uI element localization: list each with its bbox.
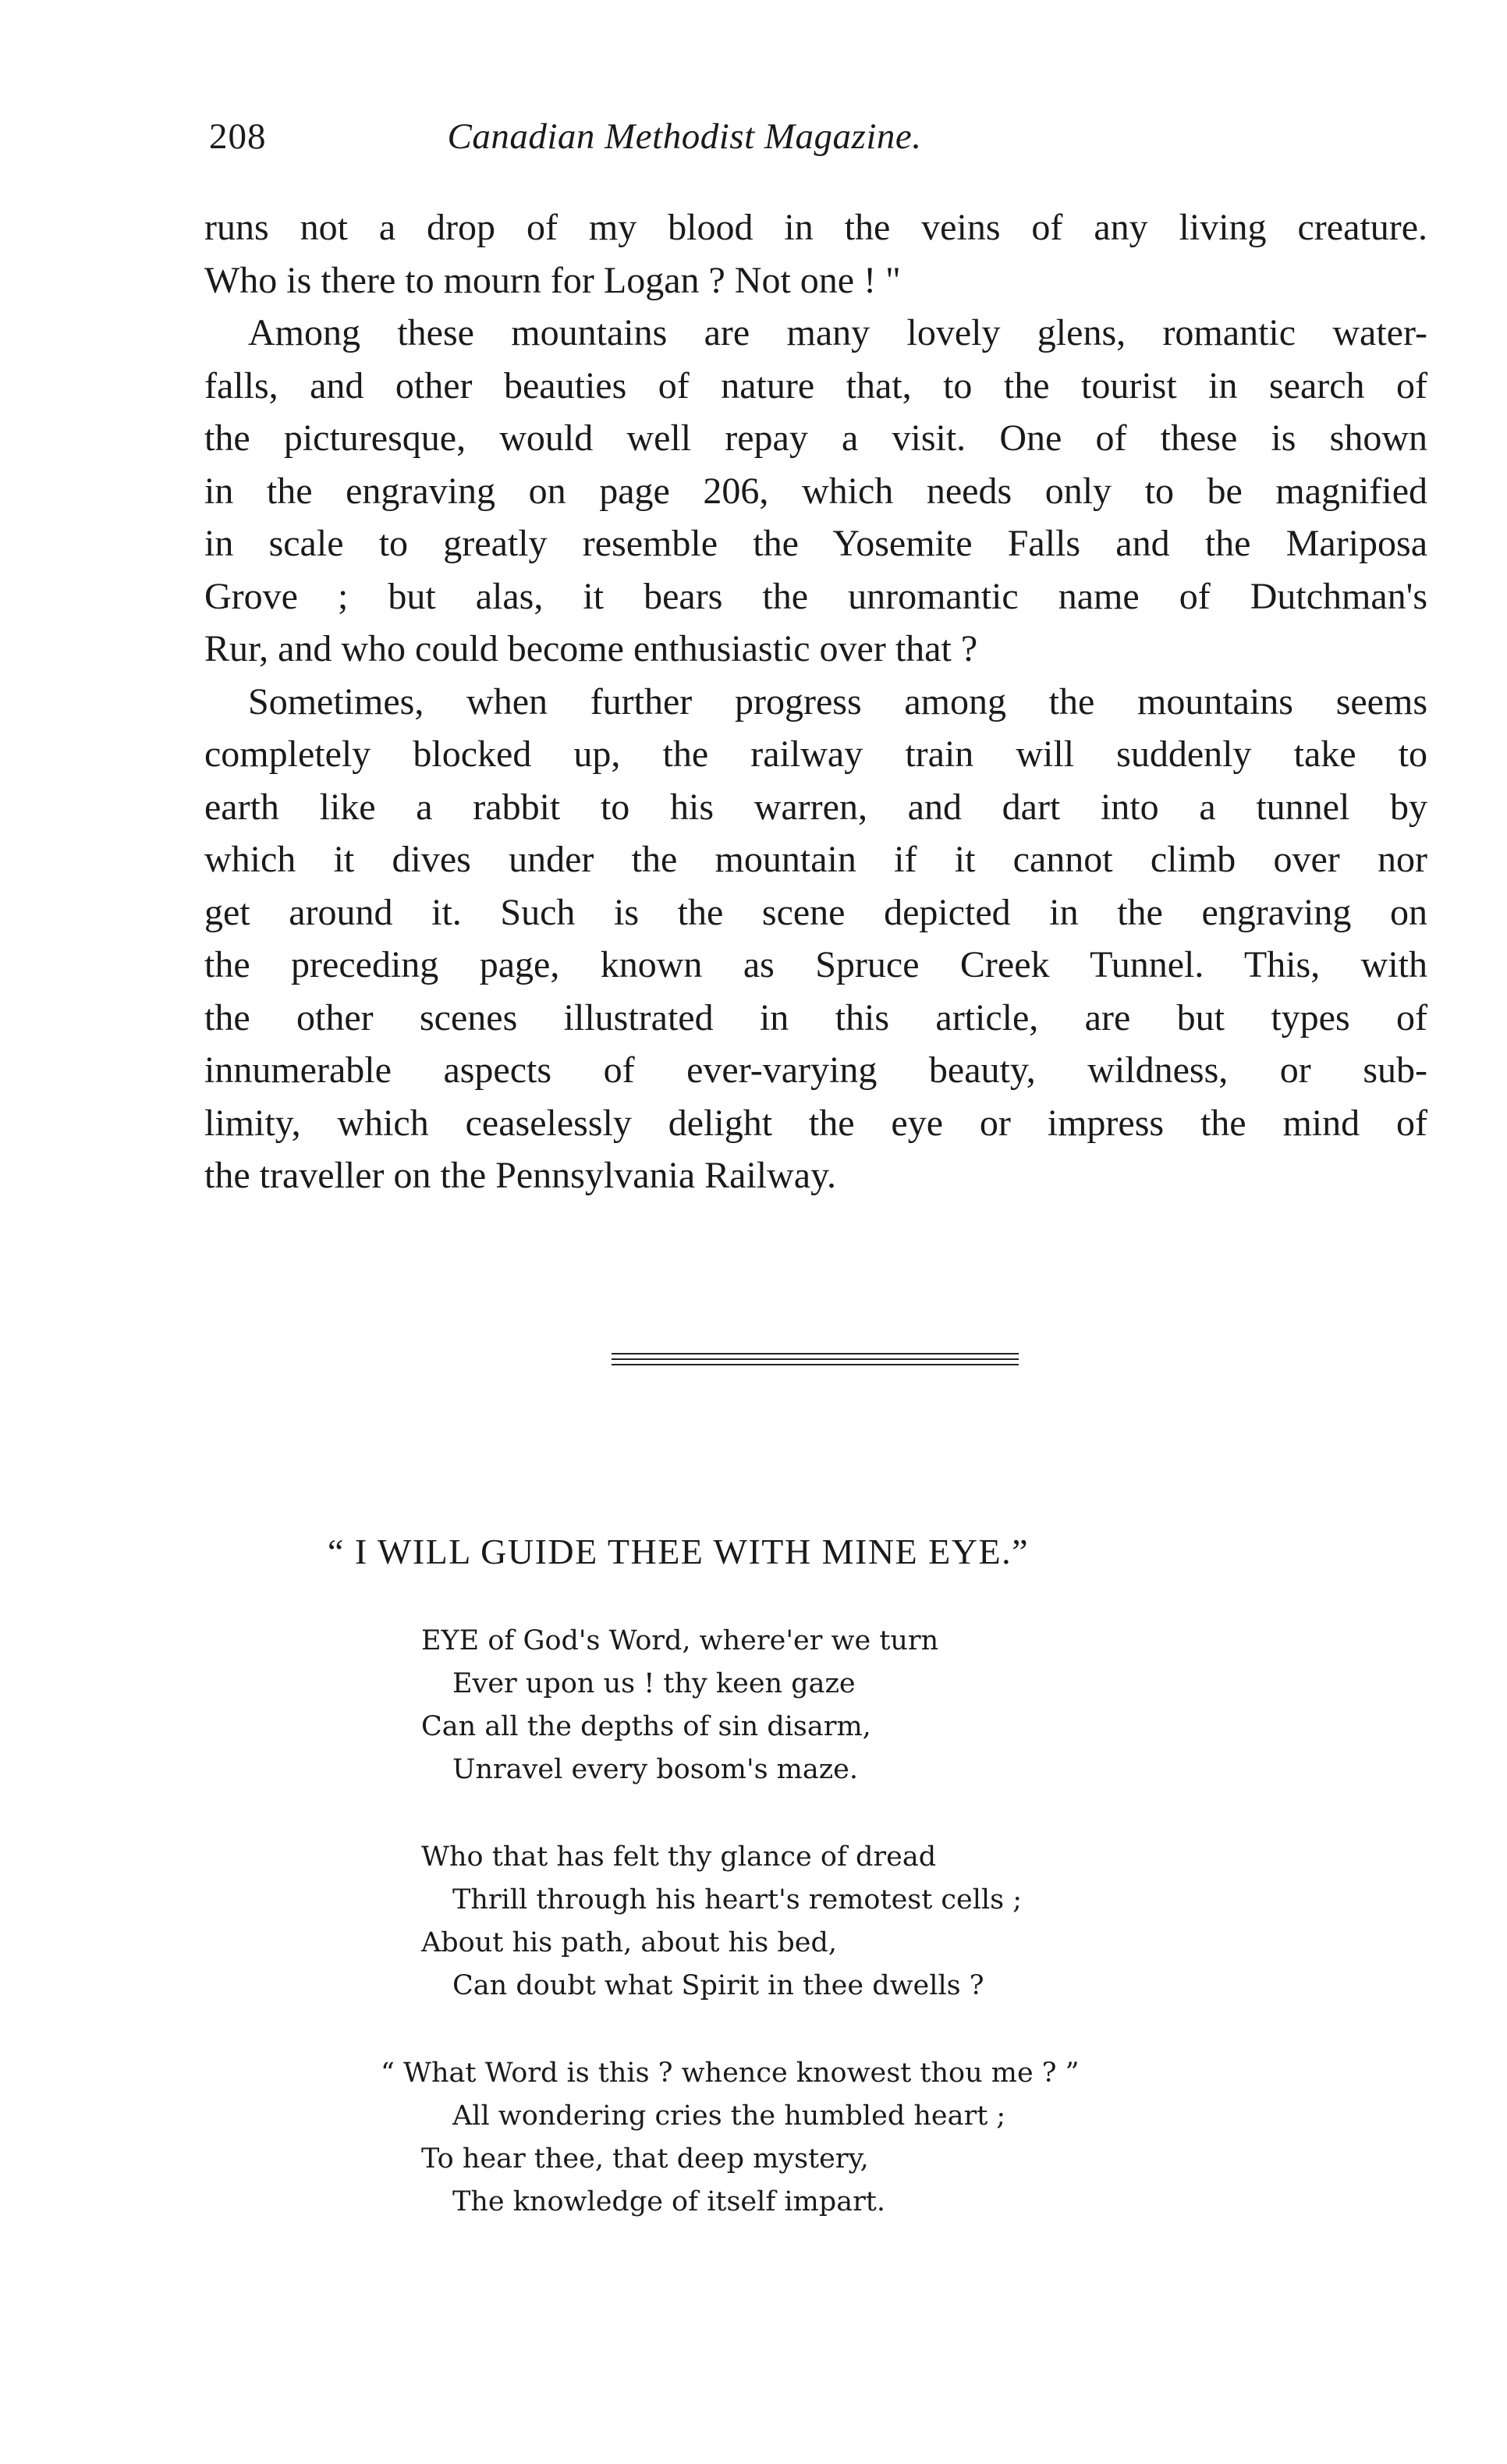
prose-line: Among these mountains are many lovely glens, romantic water- xyxy=(248,312,1427,353)
prose-line: falls, and other beauties of nature that, to the tourist in search of xyxy=(204,364,1427,407)
prose-line: get around it. Such is the scene depicted in the engraving on xyxy=(204,891,1427,933)
prose-line: the other scenes illustrated in this article, are but types of xyxy=(204,996,1427,1039)
poem-stanza xyxy=(381,2052,1279,2224)
poem-line: All wondering cries the humbled heart ; xyxy=(452,2100,1006,2132)
article-body xyxy=(204,201,1427,1202)
poem xyxy=(381,1620,1279,2268)
divider-rule xyxy=(612,1353,1019,1354)
prose-line: innumerable aspects of ever-varying beauty, wildness, or sub- xyxy=(204,1049,1427,1091)
poem-line: Who that has felt thy glance of dread xyxy=(421,1841,937,1873)
divider-rule xyxy=(612,1364,1019,1365)
poem-line: Can doubt what Spirit in thee dwells ? xyxy=(452,1970,984,2001)
prose-line: Who is there to mourn for Logan ? Not one ! " xyxy=(204,259,901,301)
prose-line: which it dives under the mountain if it cannot climb over nor xyxy=(204,839,1427,880)
poem-stanza xyxy=(421,1836,1279,2008)
prose-line: Sometimes, when further progress among the mountains seems xyxy=(248,680,1427,723)
prose-line: in the engraving on page 206, which needs only to be magnified xyxy=(204,470,1427,512)
poem-line: Ever upon us ! thy keen gaze xyxy=(452,1668,856,1699)
prose-line: limity, which ceaselessly delight the eye or impress the mind of xyxy=(204,1102,1427,1144)
prose-line: Grove ; but alas, it bears the unromantic name of Dutchman's xyxy=(204,575,1427,617)
poem-stanza xyxy=(421,1620,1279,1791)
prose-line: the traveller on the Pennsylvania Railway. xyxy=(204,1155,836,1196)
section-divider xyxy=(612,1353,1019,1365)
poem-line: Thrill through his heart's remotest cells ; xyxy=(452,1884,1023,1915)
poem-line: To hear thee, that deep mystery, xyxy=(421,2143,869,2175)
prose-line: Rur, and who could become enthusiastic over that ? xyxy=(204,628,978,669)
poem-line: “ What Word is this ? whence knowest thou me ? ” xyxy=(381,2057,1080,2089)
poem-line: About his path, about his bed, xyxy=(421,1927,837,1958)
poem-line: EYE of God's Word, where'er we turn xyxy=(421,1625,939,1656)
poem-line: Can all the depths of sin disarm, xyxy=(421,1711,871,1742)
running-title: Canadian Methodist Magazine. xyxy=(447,116,922,157)
running-header xyxy=(209,115,1426,170)
page-number: 208 xyxy=(209,116,267,157)
poem-title: “ I WILL GUIDE THEE WITH MINE EYE.” xyxy=(328,1532,1029,1571)
prose-line: in scale to greatly resemble the Yosemite Falls and the Mariposa xyxy=(204,523,1427,564)
poem-line: Unravel every bosom's maze. xyxy=(452,1754,859,1785)
prose-line: the picturesque, would well repay a visit. One of these is shown xyxy=(204,417,1427,459)
prose-line: completely blocked up, the railway train will suddenly take to xyxy=(204,733,1427,775)
divider-rule xyxy=(612,1358,1019,1360)
prose-line: the preceding page, known as Spruce Creek Tunnel. This, with xyxy=(204,944,1427,985)
poem-line: The knowledge of itself impart. xyxy=(452,2186,885,2217)
prose-line: earth like a rabbit to his warren, and dart into a tunnel by xyxy=(204,786,1427,828)
prose-line: runs not a drop of my blood in the veins of any living creature. xyxy=(204,207,1427,248)
